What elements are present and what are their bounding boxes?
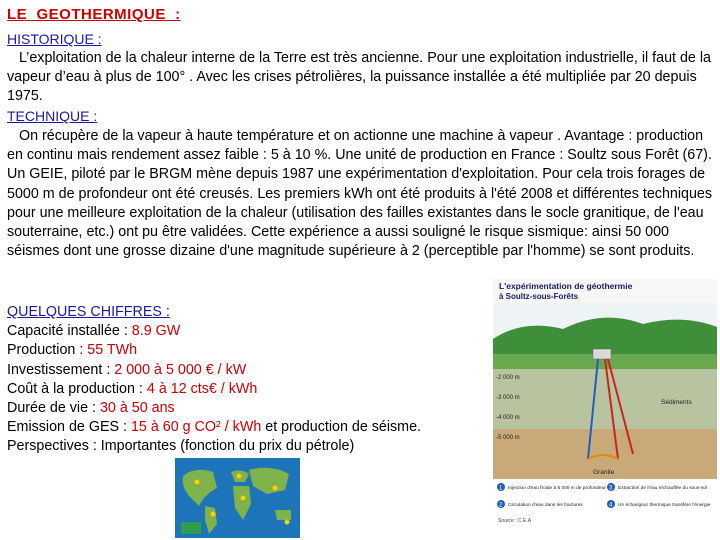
production-value: 55 TWh — [87, 342, 138, 359]
capacite-row — [7, 322, 507, 341]
legend-text: Extraction de l'eau réchauffée du sous-sol — [618, 486, 708, 491]
depth-label: -2 000 m — [496, 375, 520, 381]
duree-label: Durée de vie : — [7, 400, 100, 417]
chiffres-heading: QUELQUES CHIFFRES : — [7, 304, 170, 320]
geothermal-site-marker — [285, 520, 290, 525]
geothermal-site-marker — [195, 480, 200, 485]
cout-value: 4 à 12 cts€ / kWh — [146, 380, 258, 397]
cout-label: Coût à la production : — [7, 380, 147, 397]
cout-row — [7, 380, 507, 399]
map-legend-box — [181, 522, 201, 534]
legend-number: 1 — [499, 485, 503, 492]
geothermal-site-marker — [211, 512, 216, 517]
investissement-row — [7, 361, 507, 380]
emission-row — [7, 418, 507, 437]
production-label: Production : — [7, 342, 88, 359]
diagram-source: Source : C.E.A — [498, 518, 532, 524]
depth-label: -4 000 m — [496, 415, 520, 421]
legend-number: 2 — [499, 502, 503, 509]
depth-label: -5 000 m — [496, 435, 520, 441]
historique-text: L’exploitation de la chaleur interne de la Terre est très ancienne. Pour une exploitation industrielle, il faut de la vapeur d’eau à plus de 100° . Avec les crises pétrolières, la puissance installée a été multipliée par 20 depuis 1975. — [7, 50, 711, 105]
legend-text: Un échangeur thermique transfère l'énergie — [618, 503, 711, 508]
diagram-title: L'expérimentation de géothermie — [499, 281, 633, 291]
duree-row — [7, 399, 507, 418]
depth-label: -3 000 m — [496, 395, 520, 401]
legend-number: 4 — [609, 502, 613, 509]
emission-label: Emission de GES : — [7, 419, 131, 436]
perspectives-row: Perspectives : Importantes (fonction du prix du pétrole) — [7, 438, 355, 455]
geothermal-site-marker — [237, 474, 242, 479]
emission-suffix: et production de séisme. — [261, 419, 422, 436]
duree-value: 30 à 50 ans — [99, 400, 175, 417]
technique-text: On récupère de la vapeur à haute température et on actionne une machine à vapeur . Avantage : production en continu mais rendement assez faible : 5 à 10 %. Une unité de production en France : Soultz sous Forêt (67). Un GEIE, piloté par le BRGM mène depuis 1987 une expérimentation d'exploitation. Pour cela trois forages de 5000 m de profondeur ont été creusés. Les premiers kWh ont été produits à l'été 2008 et différentes techniques pour une meilleure exploitation de la chaleur (utilisation des failles existantes dans le socle granitique, de l'eau souterraine, etc.) ont pu être validées. Cette expérience a aussi souligné le risque sismique: ainsi 50 000 séismes dont une grosse dizaine d'une magnitude supérieure à 2 (perceptible par l'homme) se sont produits. — [7, 128, 713, 260]
power-plant — [593, 349, 611, 359]
historique-heading: HISTORIQUE : — [7, 31, 102, 47]
technique-heading: TECHNIQUE : — [7, 108, 98, 124]
world-map-image — [175, 458, 300, 538]
legend-text: Circulation d'eau dans les fractures — [508, 503, 583, 508]
australia-shape — [275, 510, 291, 520]
soultz-diagram — [493, 279, 717, 526]
production-row — [7, 341, 507, 360]
legend-text: Injection d'eau froide à 5 000 m de profondeur — [508, 486, 606, 491]
emission-value: 15 à 60 g CO² / kWh — [130, 419, 262, 436]
chiffres-list — [7, 303, 507, 457]
capacite-value: 8.9 GW — [131, 323, 181, 340]
diagram-subtitle: à Soultz-sous-Forêts — [499, 292, 579, 301]
investissement-value: 2 000 à 5 000 € / kW — [114, 361, 247, 378]
investissement-label: Investissement : — [7, 361, 115, 378]
capacite-label: Capacité installée : — [7, 323, 132, 340]
geothermal-site-marker — [241, 496, 246, 501]
page-title: LE GEOTHERMIQUE : — [7, 6, 181, 23]
granite-label: Granite — [593, 469, 615, 476]
sediments-label: Sédiments — [661, 399, 692, 406]
legend-number: 3 — [609, 485, 613, 492]
geothermal-site-marker — [273, 486, 278, 491]
